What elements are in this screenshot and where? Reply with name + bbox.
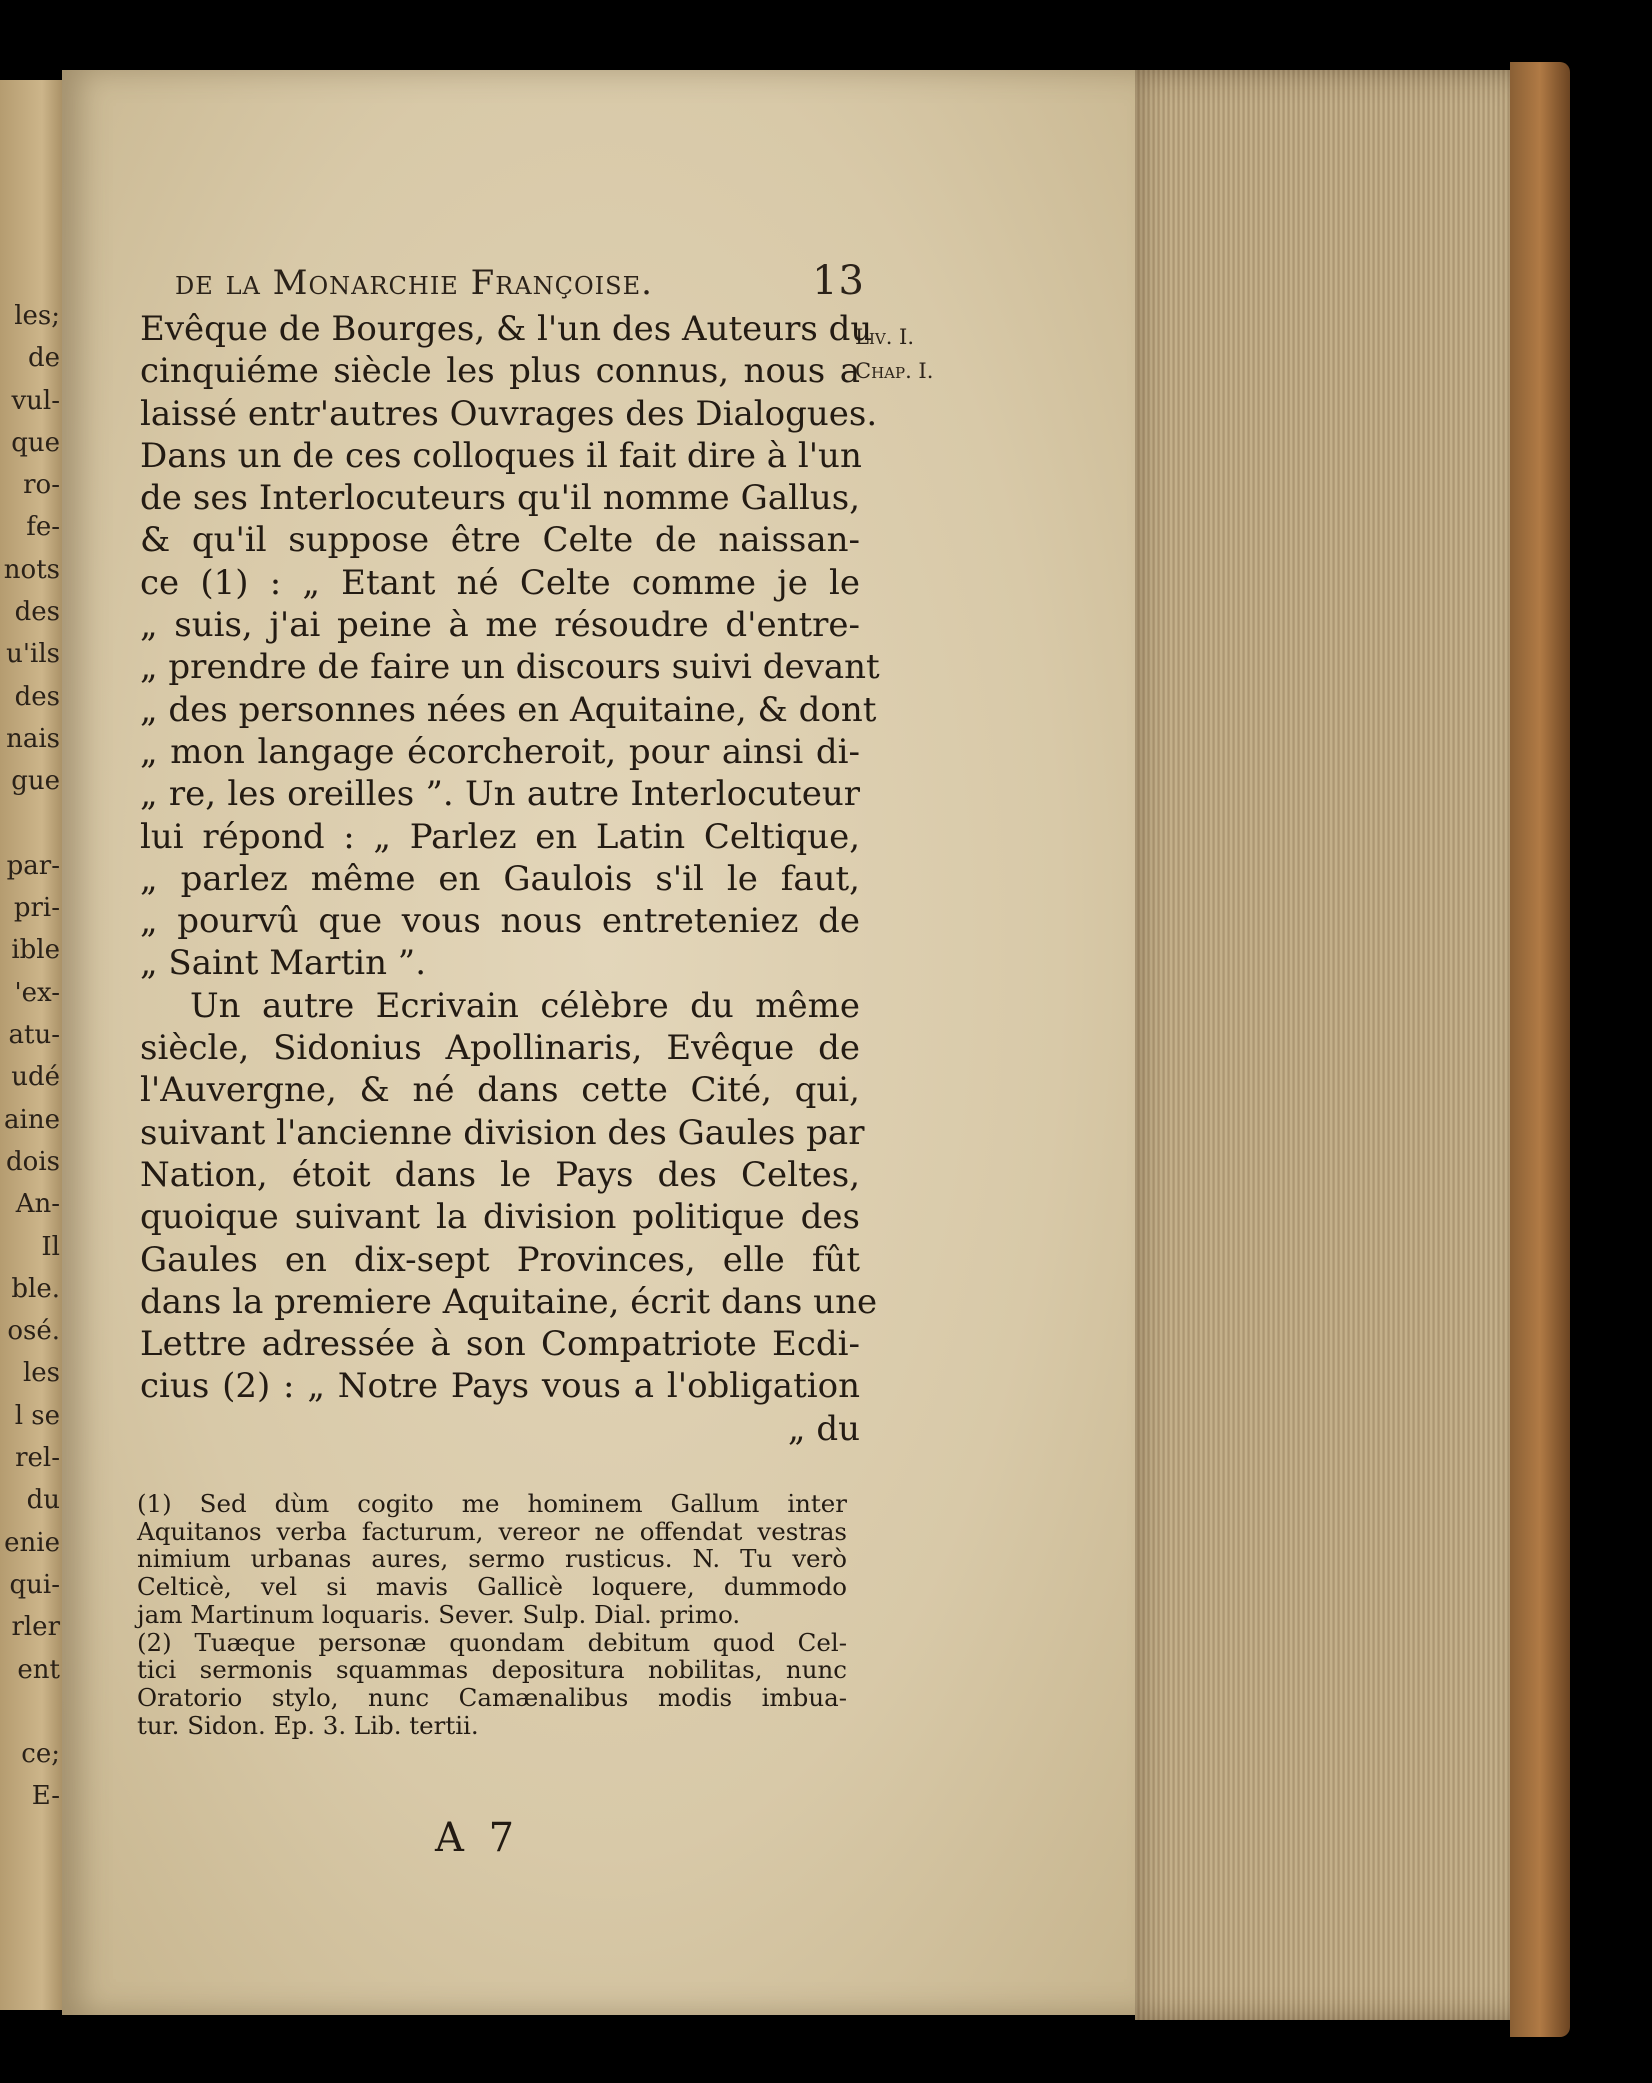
previous-page-text [0,295,60,1818]
prev-line: u'ils [6,639,60,670]
text-line: „ pourvû que vous nous entreteniez de [140,901,860,942]
prev-line: rel- [15,1443,60,1474]
prev-line: par- [6,850,60,881]
text-line: Lettre adressée à son Compatriote Ecdi- [140,1324,860,1365]
prev-line: ble. [11,1273,60,1304]
prev-line [0,803,60,845]
text-line: siècle, Sidonius Apollinaris, Evêque de [140,1028,860,1069]
text-line: & qu'il suppose être Celte de naissan- [140,520,860,561]
text-line: „ parlez même en Gaulois s'il le faut, [140,858,860,899]
prev-line: de [27,343,60,374]
margin-note [855,320,975,388]
prev-line: osé. [7,1316,60,1347]
text-line: l'Auvergne, & né dans cette Cité, qui, [140,1070,860,1111]
prev-line: ro- [23,470,60,501]
prev-line: rler [11,1612,60,1643]
text-line: quoique suivant la division politique des [140,1197,860,1238]
text-line: laissé entr'autres Ouvrages des Dialogues. [140,393,878,434]
footnote-line: Aquitanos verba facturum, vereor ne offendat vestras [137,1516,847,1546]
margin-note-chapter: Chap. I. [855,359,934,383]
prev-line: udé [11,1062,60,1093]
text-line: „ re, les oreilles ”. Un autre Interlocuteur [140,774,860,815]
prev-line: Il [41,1231,60,1262]
text-line: cius (2) : „ Notre Pays vous a l'obligation [140,1366,860,1407]
signature-mark: A 7 [435,1815,521,1861]
prev-line [0,1691,60,1733]
text-line: „ des personnes nées en Aquitaine, & dont [140,689,877,730]
footnote-line: tur. Sidon. Ep. 3. Lib. tertii. [137,1710,479,1740]
prev-line: fe- [26,512,60,543]
text-line: „ mon langage écorcheroit, pour ainsi di- [140,731,860,772]
footnote-line: jam Martinum loquaris. Sever. Sulp. Dial. primo. [137,1599,741,1629]
prev-line: ent [17,1654,60,1685]
page-edges [1135,70,1530,2020]
prev-line: que [11,427,60,458]
prev-line: enie [4,1527,60,1558]
prev-line: nais [6,723,60,754]
footnote-line: (1) Sed dùm cogito me hominem Gallum inter [137,1489,847,1518]
footnote-line: tici sermonis squammas depositura nobilitas, nunc [137,1655,847,1685]
prev-line: les; [14,301,60,331]
prev-line: ce; [21,1739,60,1770]
prev-line: nots [3,554,60,585]
prev-line: vul- [11,385,60,416]
body-text [140,308,880,1450]
prev-line: qui- [9,1569,60,1600]
text-line: Un autre Ecrivain célèbre du même [190,985,860,1026]
prev-line: des [14,681,60,712]
book-cover [1510,62,1570,2037]
footnotes [137,1490,847,1739]
prev-line: E- [31,1781,60,1812]
text-line: „ Saint Martin ”. [140,943,426,984]
text-line: cinquiéme siècle les plus connus, nous a [140,351,860,392]
text-line: „ prendre de faire un discours suivi devant [140,647,880,688]
prev-line: atu- [8,1020,60,1051]
text-line: Evêque de Bourges, & l'un des Auteurs du [140,309,873,349]
footnote-line: nimium urbanas aures, sermo rusticus. N. Tu verò [137,1544,847,1574]
margin-note-book: Liv. I. [855,325,915,349]
prev-line: 'ex- [14,977,60,1008]
footnote-line: Oratorio stylo, nunc Camænalibus modis imbua- [137,1682,847,1712]
prev-line: gue [11,766,60,797]
prev-line: ible [11,935,60,966]
text-line: ce (1) : „ Etant né Celte comme je le [140,562,860,603]
prev-line: l se [14,1400,60,1431]
prev-line: les [22,1358,60,1389]
text-line: Dans un de ces colloques il fait dire à l'un [140,435,862,476]
footnote-line: (2) Tuæque personæ quondam debitum quod Cel- [137,1627,847,1657]
prev-line: du [26,1485,60,1516]
footnote-line: Celticè, vel si mavis Gallicè loquere, dummodo [137,1572,847,1602]
text-line: suivant l'ancienne division des Gaules par [140,1112,865,1153]
running-head-title: de la Monarchie Françoise. [175,263,653,303]
catchword: „ du [787,1408,860,1449]
text-line: de ses Interlocuteurs qu'il nomme Gallus, [140,478,860,519]
prev-line: des [14,597,60,628]
page-number: 13 [812,258,865,304]
running-head [175,258,865,304]
text-line: dans la premiere Aquitaine, écrit dans une [140,1281,878,1322]
text-line: lui répond : „ Parlez en Latin Celtique, [140,816,860,857]
text-line: Gaules en dix-sept Provinces, elle fût [140,1239,860,1280]
text-line: Nation, étoit dans le Pays des Celtes, [140,1154,860,1195]
text-line: „ suis, j'ai peine à me résoudre d'entre- [140,605,860,646]
prev-line: An- [15,1189,60,1220]
prev-line: dois [6,1146,60,1177]
prev-line: pri- [13,893,60,924]
prev-line: aine [4,1104,60,1135]
